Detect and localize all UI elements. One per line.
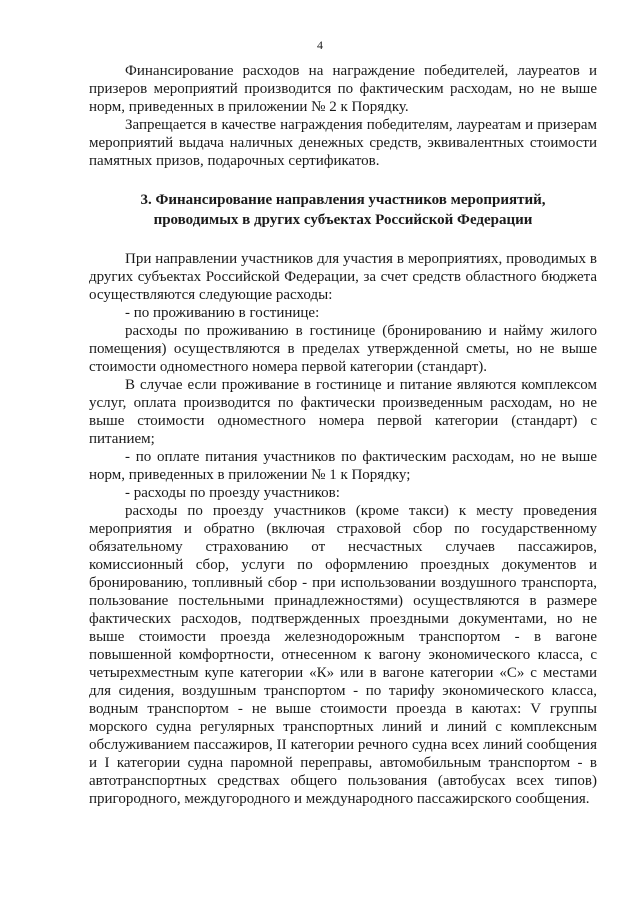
document-body (89, 62, 597, 808)
section-heading: 3. Финансирование направления участников мероприятий, проводимых в других субъектах Российской Федерации (140, 192, 546, 228)
paragraph-hotel-expenses: расходы по проживанию в гостинице (бронированию и найму жилого помещения) осуществляются в пределах утвержденной сметы, но не выше стоимости одноместного номера первой категории (стандарт). (89, 323, 597, 375)
paragraph-hotel-complex: В случае если проживание в гостинице и питание являются комплексом услуг, оплата производится по фактически произведенным расходам, но не выше стоимости одноместного номера первой категории (стандарт) с питанием; (89, 377, 597, 447)
paragraph-awards-financing: Финансирование расходов на награждение победителей, лауреатов и призеров мероприятий производится по фактическим расходам, но не выше норм, приведенных в приложении № 2 к Порядку. (89, 63, 597, 115)
paragraph-cash-prohibition: Запрещается в качестве награждения победителям, лауреатам и призерам мероприятий выдача наличных денежных средств, эквивалентных стоимости памятных призов, подарочных сертификатов. (89, 117, 597, 169)
paragraph-meals: - по оплате питания участников по фактическим расходам, но не выше норм, приведенных в приложении № 1 к Порядку; (89, 449, 597, 483)
paragraph-intro: При направлении участников для участия в мероприятиях, проводимых в других субъектах Российской Федерации, за счет средств областного бюджета осуществляются следующие расходы: (89, 251, 597, 303)
paragraph-travel-expenses: расходы по проезду участников (кроме такси) к месту проведения мероприятия и обратно (включая страховой сбор по государственному обязательному страхованию от несчастных случаев пассажиров, комиссионный сбор, услуги по оформлению проездных документов и бронированию, топливный сбор - при использовании воздушного транспорта, пользование постельными принадлежностями) осуществляются в размере фактических расходов, подтвержденных проездными документами, но не выше стоимости проезда железнодорожным транспортом - в вагоне повышенной комфортности, отнесенном к вагону экономического класса, с четырехместным купе категории «К» или в вагоне категории «С» с местами для сидения, воздушным транспортом - по тарифу экономического класса, водным транспортом - не выше стоимости проезда в каютах: V группы морского судна регулярных транспортных линий и линий с комплексным обслуживанием пассажиров, II категории речного судна всех линий сообщения и I категории судна паромной переправы, автомобильным транспортом - в автотранспортных средствах общего пользования (автобусах всех типов) пригородного, междугородного и международного пассажирского сообщения. (89, 503, 597, 807)
paragraph-travel-item: - расходы по проезду участников: (125, 485, 340, 501)
page-number: 4 (317, 38, 323, 52)
paragraph-hotel-item: - по проживанию в гостинице: (125, 305, 320, 321)
